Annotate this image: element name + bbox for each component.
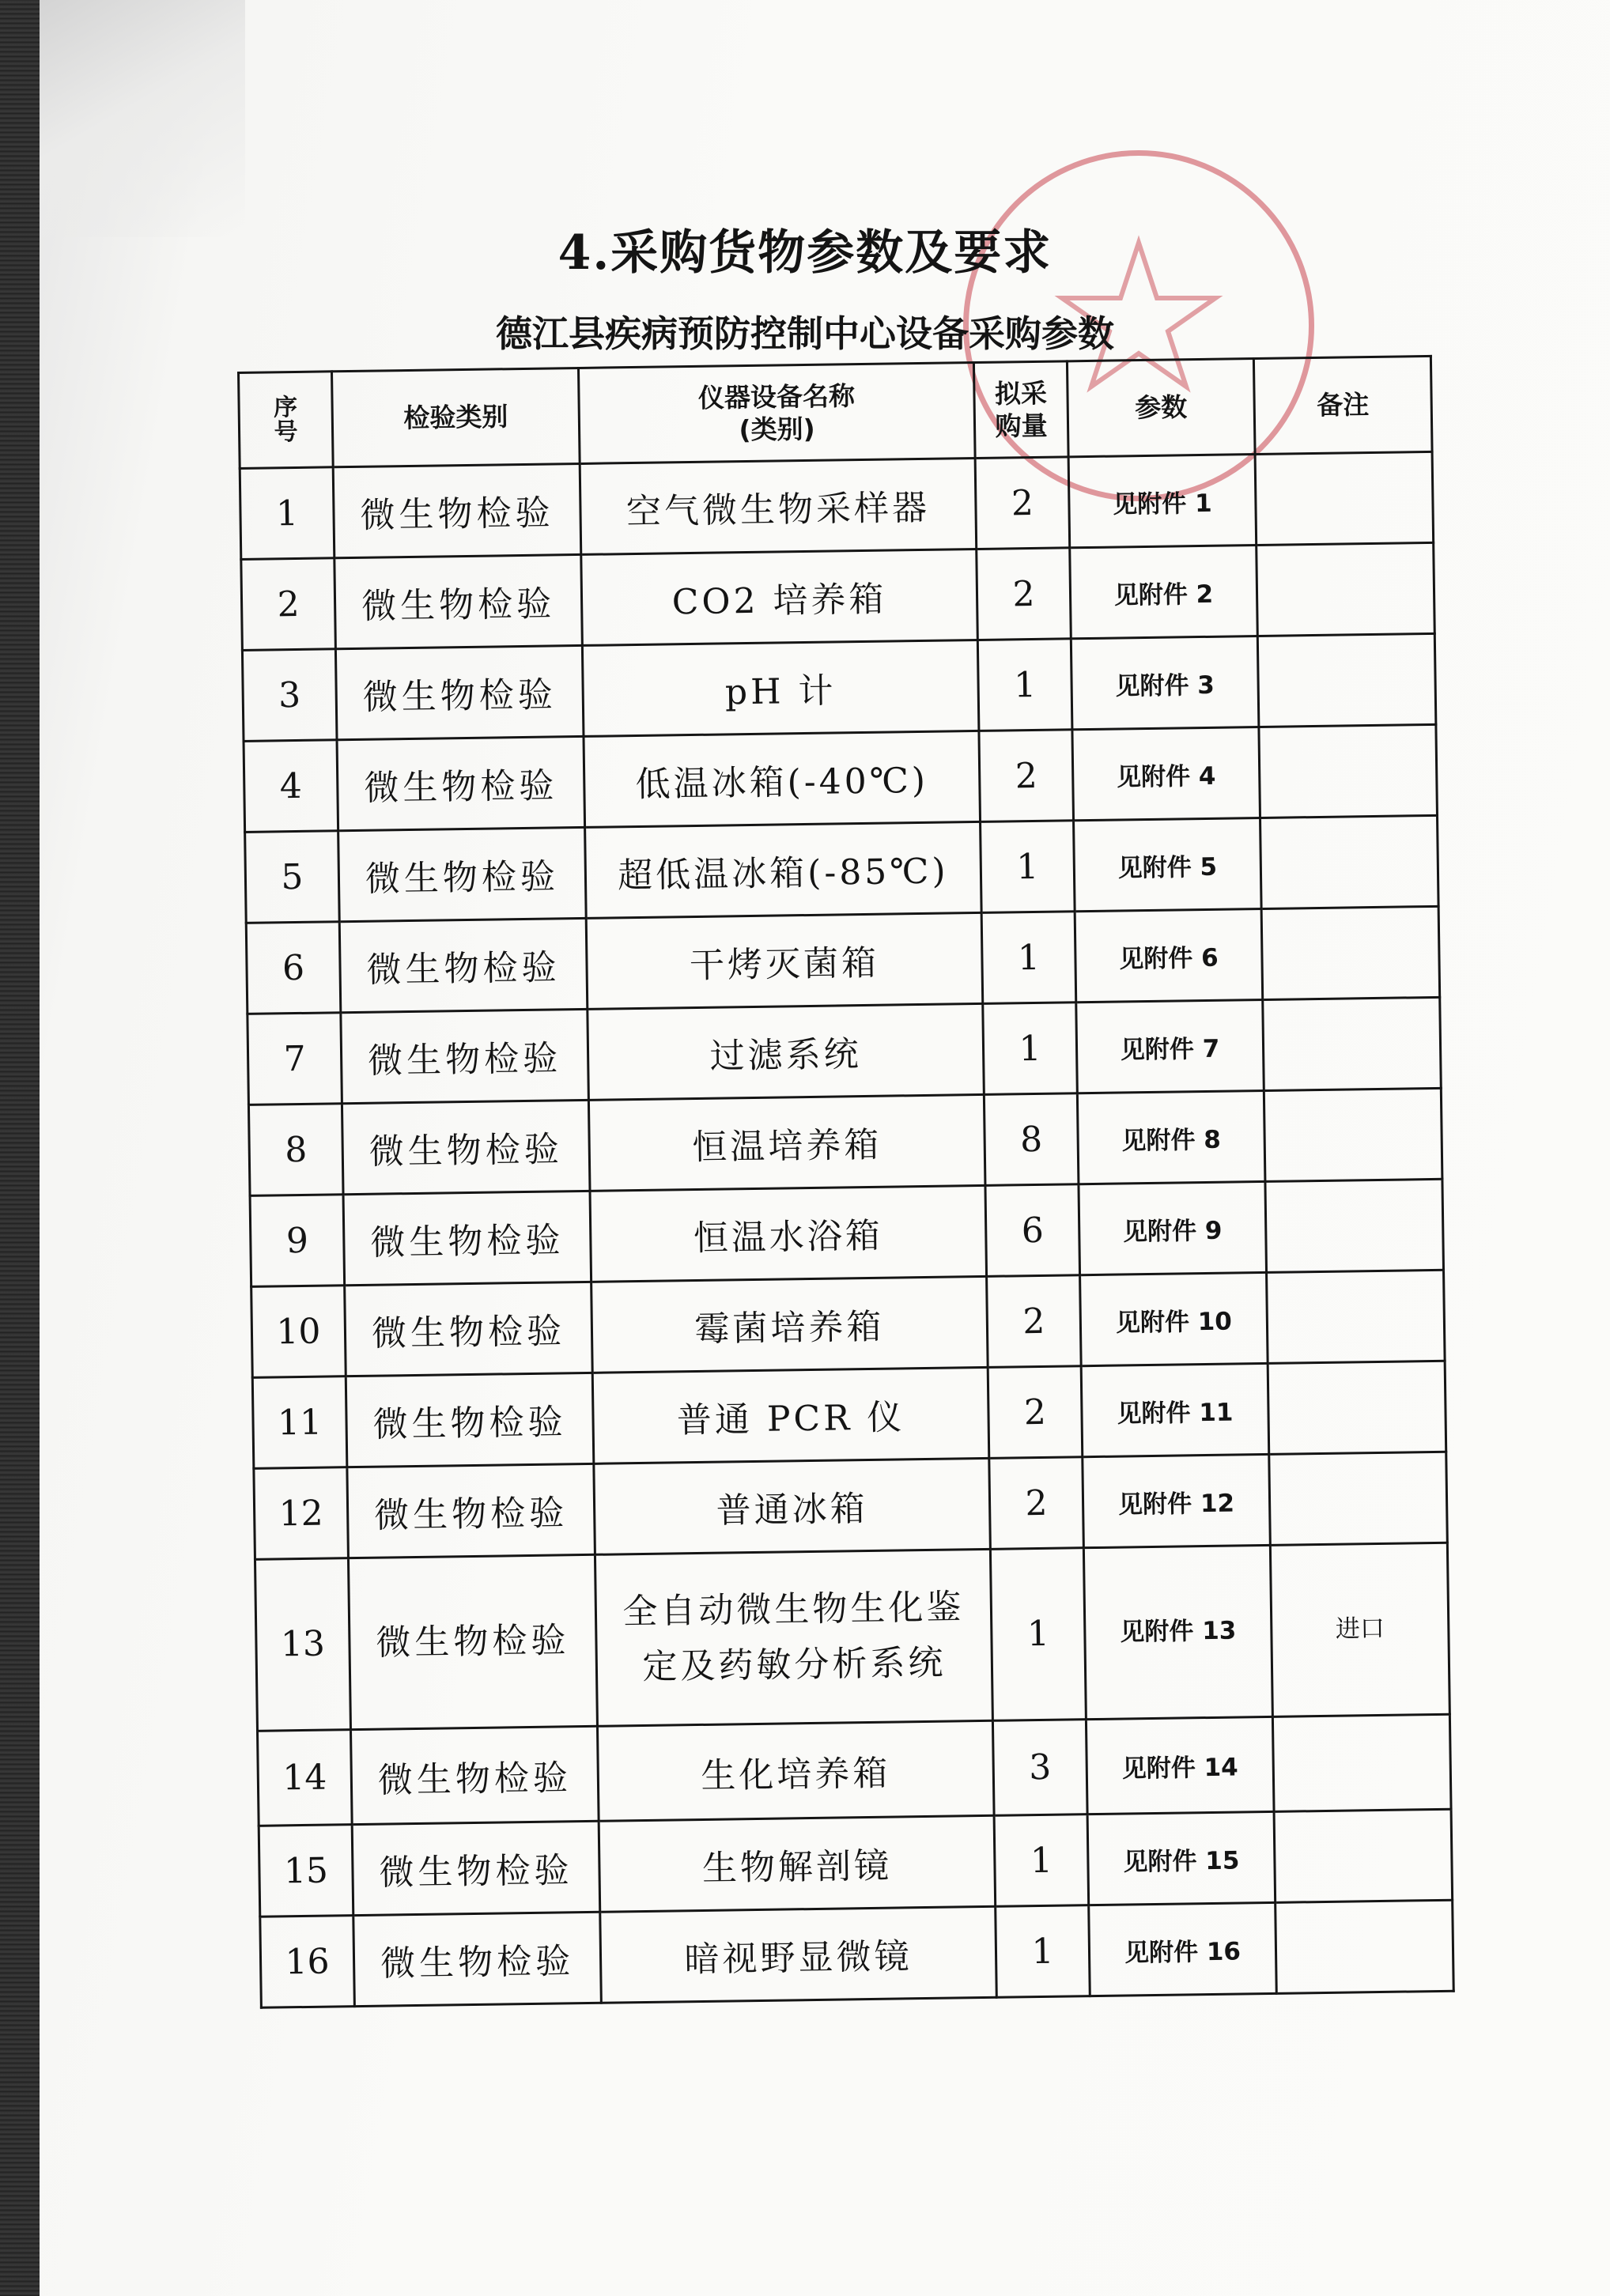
cell-seq: 15: [259, 1825, 353, 1917]
cell-params: 见附件 10: [1080, 1272, 1268, 1365]
cell-qty: 1: [977, 639, 1072, 731]
cell-name: 空气微生物采样器: [580, 458, 977, 554]
table-row: [252, 1361, 1446, 1468]
cell-name: 低温冰箱(-40℃): [584, 731, 981, 827]
cell-category: 微生物检验: [346, 1373, 594, 1467]
cell-params: 见附件 8: [1077, 1090, 1265, 1184]
cell-notes: [1260, 815, 1439, 908]
cell-seq: 1: [240, 467, 334, 560]
cell-notes: [1255, 451, 1434, 545]
cell-name: 过滤系统: [588, 1003, 985, 1100]
cell-notes: [1264, 1088, 1442, 1181]
cell-qty: 1: [983, 1003, 1078, 1095]
cell-qty: 3: [992, 1720, 1087, 1816]
cell-notes: [1257, 633, 1436, 727]
cell-category: 微生物检验: [339, 918, 588, 1012]
table-row: [260, 1900, 1453, 2007]
header-category: 检验类别: [332, 368, 580, 466]
cell-qty: 2: [989, 1457, 1084, 1550]
cell-params: 见附件 4: [1072, 727, 1260, 821]
cell-qty: 1: [990, 1548, 1086, 1721]
cell-seq: 5: [245, 831, 340, 923]
cell-params: 见附件 2: [1070, 546, 1258, 639]
cell-notes: [1257, 542, 1435, 636]
cell-seq: 11: [252, 1376, 347, 1469]
cell-category: 微生物检验: [335, 645, 584, 739]
cell-category: 微生物检验: [342, 1100, 590, 1194]
section-title: 4.采购货物参数及要求: [557, 225, 1053, 281]
header-seq: 序号: [239, 372, 334, 469]
table-row: [248, 997, 1441, 1105]
table-row: [255, 1543, 1449, 1731]
cell-name: 普通冰箱: [594, 1458, 991, 1554]
cell-category: 微生物检验: [347, 1463, 595, 1558]
cell-notes: [1263, 997, 1442, 1090]
cell-params: 见附件 16: [1089, 1902, 1277, 1996]
cell-seq: 2: [241, 558, 336, 651]
cell-category: 微生物检验: [341, 1009, 589, 1103]
cell-qty: 2: [975, 457, 1070, 549]
cell-category: 微生物检验: [352, 1821, 600, 1915]
cell-name: 超低温冰箱(-85℃): [585, 821, 982, 918]
cell-category: 微生物检验: [350, 1726, 599, 1824]
cell-params: 见附件 5: [1074, 818, 1262, 911]
cell-category: 微生物检验: [353, 1912, 602, 2006]
header-name: 仪器设备名称 (类别): [578, 362, 975, 463]
paper-fold-shadow: [40, 0, 245, 237]
table-row: [246, 906, 1439, 1014]
header-params: 参数: [1067, 359, 1255, 457]
cell-notes: [1268, 1361, 1446, 1454]
cell-seq: 7: [248, 1013, 342, 1105]
cell-name: CO2 培养箱: [581, 549, 978, 645]
cell-notes: [1269, 1452, 1448, 1545]
cell-seq: 8: [248, 1104, 343, 1196]
cell-qty: 8: [984, 1093, 1079, 1186]
cell-category: 微生物检验: [348, 1554, 597, 1729]
cell-params: 见附件 3: [1071, 636, 1259, 730]
cell-qty: 1: [981, 821, 1075, 913]
cell-seq: 14: [258, 1730, 353, 1826]
cell-category: 微生物检验: [343, 1191, 591, 1285]
cell-category: 微生物检验: [345, 1282, 593, 1376]
cell-params: 见附件 14: [1086, 1716, 1274, 1814]
cell-name: 霉菌培养箱: [591, 1276, 988, 1373]
table-title: 德江县疾病预防控制中心设备采购参数: [496, 312, 1114, 355]
header-notes: 备注: [1253, 356, 1432, 454]
cell-params: 见附件 15: [1087, 1811, 1276, 1905]
table-row: [259, 1809, 1452, 1916]
cell-params: 见附件 1: [1068, 455, 1257, 548]
table-row: [251, 1270, 1445, 1377]
cell-params: 见附件 11: [1081, 1363, 1269, 1456]
cell-notes: [1274, 1809, 1453, 1902]
cell-name: 暗视野显微镜: [600, 1906, 997, 2003]
cell-name: 生物解剖镜: [599, 1815, 996, 1912]
cell-notes: [1267, 1270, 1446, 1363]
cell-seq: 3: [242, 649, 337, 742]
cell-category: 微生物检验: [334, 554, 583, 648]
table-row: [248, 1088, 1442, 1195]
cell-params: 见附件 6: [1075, 908, 1263, 1002]
cell-category: 微生物检验: [333, 463, 581, 557]
table-row: [250, 1179, 1443, 1286]
cell-qty: 2: [979, 730, 1074, 822]
cell-notes: [1272, 1714, 1451, 1811]
table-row: [258, 1714, 1452, 1826]
cell-seq: 6: [246, 922, 341, 1014]
table-header-row: [239, 356, 1433, 468]
cell-name: 恒温水浴箱: [590, 1185, 987, 1282]
cell-seq: 9: [250, 1195, 345, 1287]
cell-qty: 6: [985, 1184, 1080, 1277]
cell-category: 微生物检验: [338, 827, 587, 921]
table-row: [240, 451, 1433, 559]
cell-qty: 1: [996, 1905, 1090, 1998]
cell-seq: 13: [255, 1558, 350, 1731]
cell-qty: 2: [977, 548, 1071, 640]
cell-params: 见附件 12: [1083, 1454, 1271, 1547]
cell-name: 普通 PCR 仪: [592, 1367, 989, 1463]
cell-notes: [1276, 1900, 1454, 1993]
cell-name: 恒温培养箱: [588, 1094, 985, 1191]
cell-seq: 12: [254, 1467, 349, 1560]
cell-qty: 1: [994, 1815, 1089, 1907]
cell-seq: 16: [260, 1916, 355, 2008]
cell-category: 微生物检验: [337, 736, 585, 830]
cell-notes: [1265, 1179, 1444, 1272]
cell-qty: 2: [988, 1366, 1083, 1459]
table-row: [244, 724, 1437, 832]
table-row: [245, 815, 1438, 923]
cell-params: 见附件 7: [1076, 999, 1264, 1093]
cell-notes: [1261, 906, 1440, 999]
cell-name: 干烤灭菌箱: [586, 912, 983, 1009]
procurement-table: [237, 355, 1455, 2009]
cell-qty: 2: [987, 1275, 1082, 1368]
table-row: [241, 542, 1434, 650]
cell-name: pH 计: [582, 640, 979, 736]
cell-name: 全自动微生物生化鉴 定及药敏分析系统: [595, 1549, 992, 1726]
cell-params: 见附件 9: [1079, 1181, 1267, 1275]
cell-seq: 4: [244, 740, 338, 833]
cell-notes: [1259, 724, 1438, 818]
header-qty: 拟采 购量: [973, 361, 1068, 459]
cell-name: 生化培养箱: [597, 1720, 994, 1821]
table-row: [242, 633, 1435, 741]
table-row: [254, 1452, 1447, 1559]
cell-params: 见附件 13: [1083, 1545, 1272, 1719]
cell-qty: 1: [981, 912, 1076, 1004]
cell-seq: 10: [251, 1286, 346, 1378]
cell-notes: 进口: [1270, 1543, 1449, 1716]
